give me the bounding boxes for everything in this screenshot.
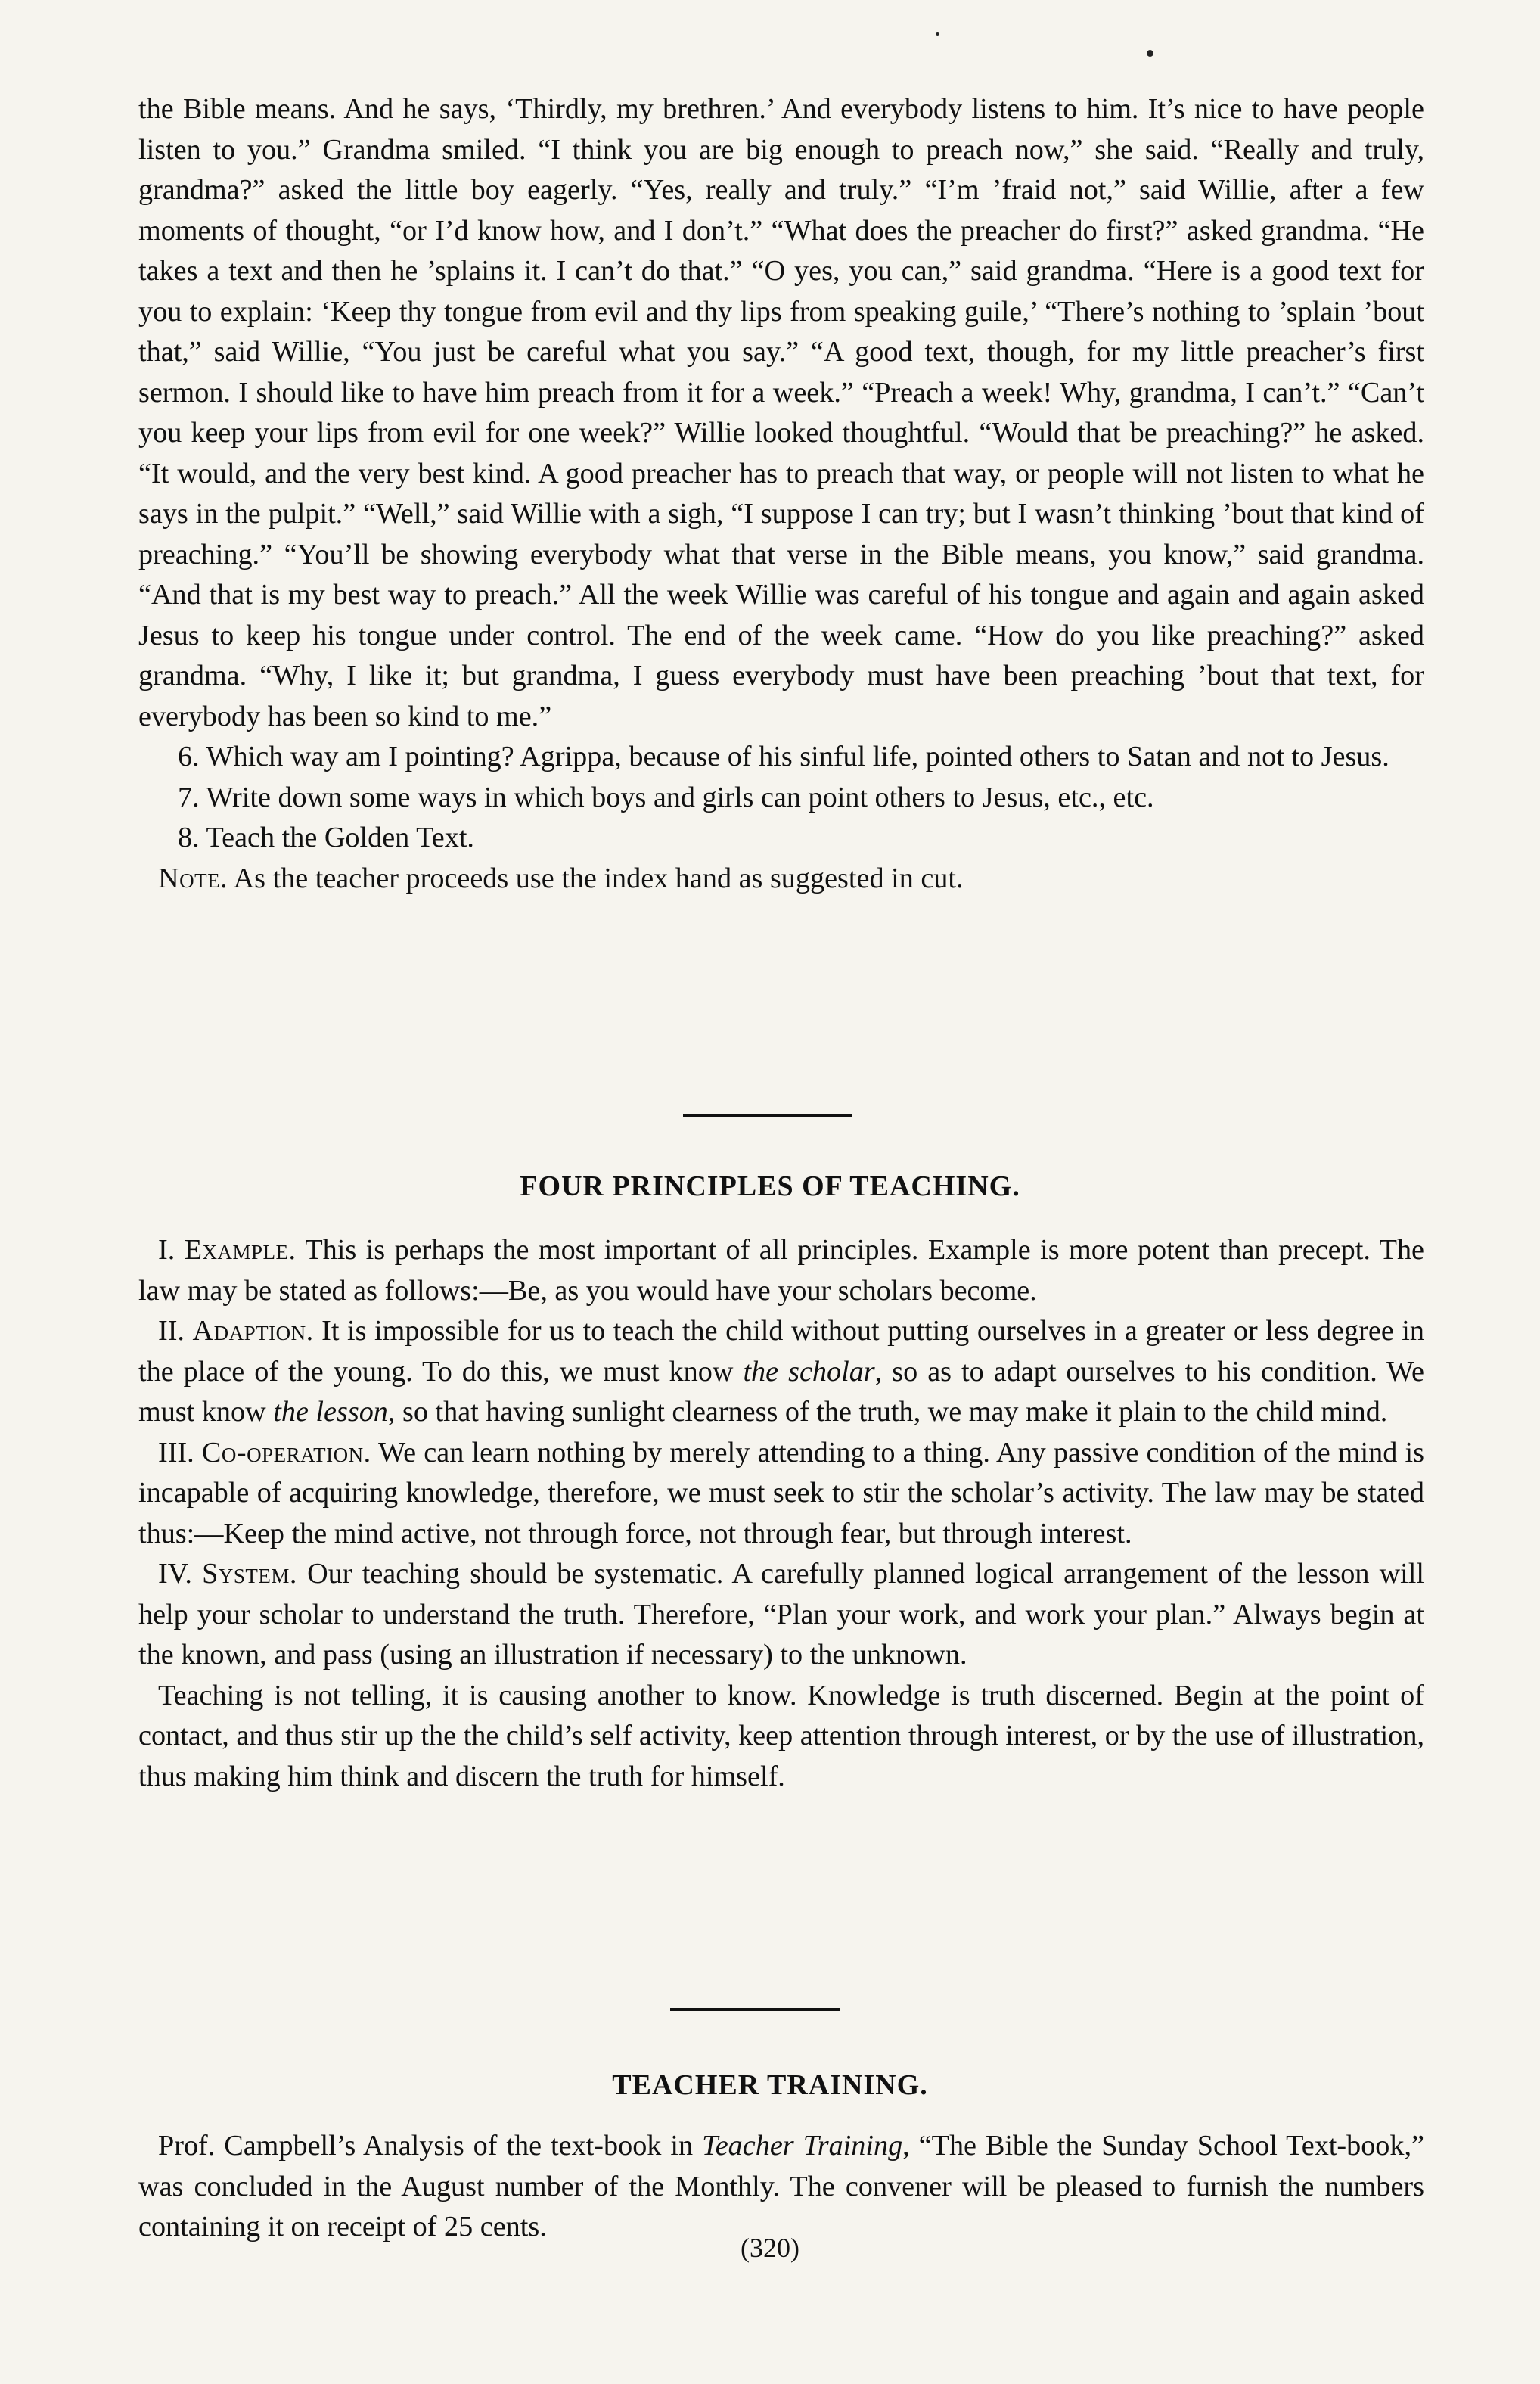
principle-label: Example. [184, 1234, 297, 1266]
principle-text: We can learn nothing by merely attending to a thing. Any passive condition of the mind is incapable of acquiring knowledge, therefore, we must seek to stir the scholar’s activity. The law may be stated thus:—Keep the mind active, not through force, not through fear, but through interest. [138, 1436, 1425, 1549]
principle-label: Adaption. [192, 1315, 314, 1347]
principle-text: , so as to adapt ourselves to his condition. We must know [138, 1355, 1425, 1428]
principle-text: This is perhaps the most important of all principles. Example is more potent than precept. The law may be stated as follows:—Be, as you would have your scholars become. [138, 1234, 1424, 1307]
note-label: Note. [158, 862, 228, 894]
story-paragraph: the Bible means. And he says, ‘Thirdly, my brethren.’ And everybody listens to him. It’s nice to have people listen to you.” Grandma smiled. “I think you are big enough to preach now,” she said. “Really and truly, grandma?” asked the little boy eagerly. “Yes, really and truly.” “I’m ’fraid not,” said Willie, after a few moments of thought, “or I’d know how, and I don’t.” “What does the preacher do first?” asked grandma. “He takes a text and then he ’splains it. I can’t do that.” “O yes, you can,” said grandma. “Here is a good text for you to explain: ‘Keep thy tongue from evil and thy lips from speaking guile,’ “There’s nothing to ’splain ’bout that,” said Willie, “You just be careful what you say.” “A good text, though, for my little preacher’s first sermon. I should like to have him preach from it for a week.” “Preach a week! Why, grandma, I can’t.” “Can’t you keep your lips from evil for one week?” Willie looked thoughtful. “Would that be preaching?” he asked. “It would, and the very best kind. A good preacher has to preach that way, or people will not listen to what he says in the pulpit.” “Well,” said Willie with a sigh, “I suppose I can try; but I wasn’t thinking ’bout that kind of preaching.” “You’ll be showing everybody what that verse in the Bible means, you know,” said grandma. “And that is my best way to preach.” All the week Willie was careful of his tongue and again and again asked Jesus to keep his tongue under control. The end of the week came. “How do you like preaching?” asked grandma. “Why, I like it; but grandma, I guess everybody must have been preaching ’bout that text, for everybody has been so kind to me.” [138, 93, 1424, 732]
item-text: Write down some ways in which boys and girls can point others to Jesus, etc., etc. [206, 781, 1154, 813]
training-text: Prof. Campbell’s Analysis of the text-book in [158, 2130, 694, 2162]
principle-number: IV. [158, 1558, 192, 1590]
training-text: , “The Bible the Sunday School Text-book,” was concluded in the August number of the Monthly. The convener will be pleased to furnish the numbers containing it on receipt of 25 cents. [138, 2130, 1424, 2243]
item-number: 6. [178, 741, 200, 772]
item-text: Teach the Golden Text. [206, 822, 474, 853]
list-item [138, 737, 1424, 778]
print-speck [1147, 50, 1153, 57]
principle-label: System. [202, 1558, 297, 1590]
story-column [138, 89, 1424, 899]
training-column [138, 2126, 1424, 2248]
principle-item [138, 1433, 1424, 1555]
emphasis: the lesson [273, 1396, 388, 1428]
principle-text: , so that having sunlight clearness of the truth, we may make it plain to the child mind. [387, 1396, 1388, 1428]
principle-item [138, 1311, 1424, 1433]
item-number: 8. [178, 822, 200, 853]
note [138, 859, 1424, 900]
principle-text: Our teaching should be systematic. A carefully planned logical arrangement of the lesson will help your scholar to understand the truth. Therefore, “Plan your work, and work your plan.” Always begin at the known, and pass (using an illustration if necessary) to the unknown. [138, 1558, 1425, 1671]
principle-number: I. [158, 1234, 175, 1266]
item-text: Which way am I pointing? Agrippa, because of his sinful life, pointed others to Satan and not to Jesus. [206, 741, 1389, 772]
item-number: 7. [178, 781, 200, 813]
list-item [138, 818, 1424, 859]
section-divider [683, 1114, 852, 1117]
print-speck [936, 32, 939, 36]
training-title: TEACHER TRAINING. [612, 2069, 928, 2101]
principle-number: II. [158, 1315, 185, 1347]
page-number: (320) [741, 2233, 799, 2263]
principles-title: FOUR PRINCIPLES OF TEACHING. [520, 1170, 1020, 1202]
note-text: As the teacher proceeds use the index hand as suggested in cut. [233, 862, 964, 894]
principle-item [138, 1230, 1424, 1311]
principle-number: III. [158, 1436, 194, 1469]
principle-label: Co-operation. [201, 1436, 371, 1469]
principle-text: It is impossible for us to teach the child without putting ourselves in a greater or less degree in the place of the young. To do this, we must know [138, 1315, 1424, 1388]
list-item [138, 778, 1424, 819]
emphasis: Teacher Training [702, 2130, 903, 2162]
closing-paragraph: Teaching is not telling, it is causing another to know. Knowledge is truth discerned. Begin at the point of contact, and thus stir up the the child’s self activity, keep attention through interest, or by the use of illustration, thus making him think and discern the truth for himself. [138, 1679, 1424, 1792]
section-divider [670, 2008, 840, 2011]
principle-item [138, 1554, 1424, 1676]
principles-column [138, 1230, 1424, 1797]
emphasis: the scholar [743, 1355, 875, 1388]
training-paragraph [138, 2126, 1424, 2248]
